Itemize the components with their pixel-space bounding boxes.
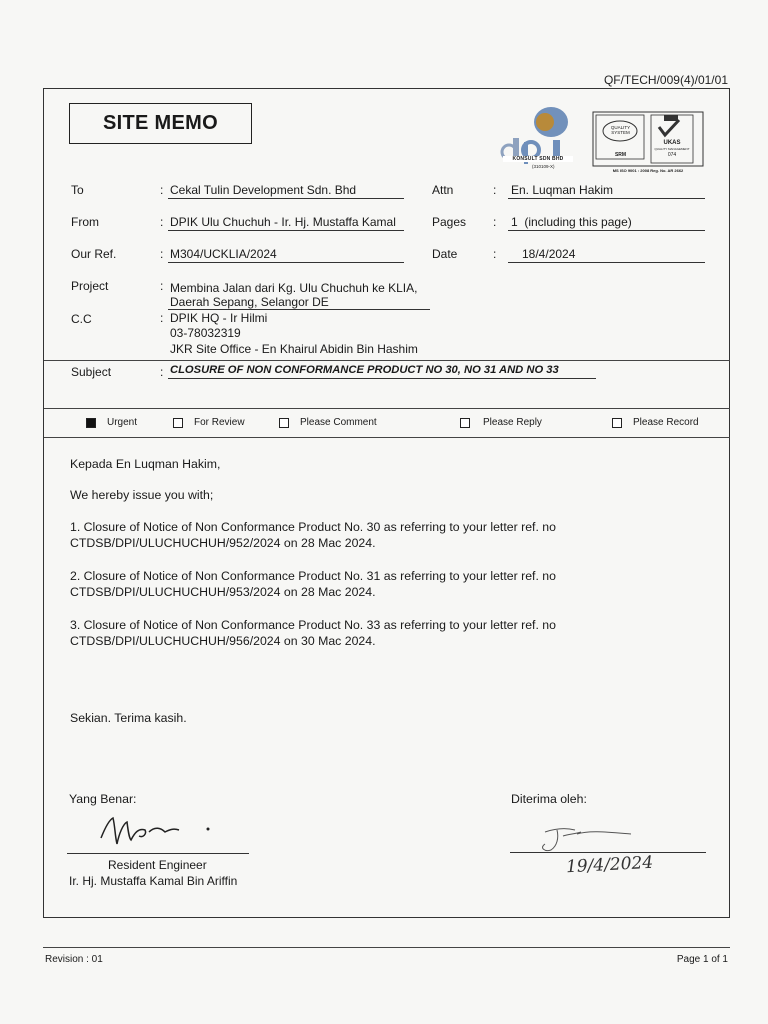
ref-colon: : <box>160 247 164 261</box>
divider-top <box>44 360 730 361</box>
divider-bottom <box>44 437 730 438</box>
document-code: QF/TECH/009(4)/01/01 <box>603 73 728 87</box>
quality-system-text: QUALITY SYSTEM <box>610 125 631 135</box>
checkbox-urgent-label: Urgent <box>107 417 138 428</box>
project-underline <box>168 309 430 310</box>
checkbox-for-review-box[interactable] <box>173 418 183 428</box>
receiver-date-handwritten: 19/4/2024 <box>565 852 654 878</box>
date-label: Date <box>432 247 458 261</box>
company-logo-area <box>493 100 705 178</box>
item-3-line-1: 3. Closure of Notice of Non Conformance Product No. 33 as referring to your letter ref. no <box>70 618 556 632</box>
item-3-line-2: CTDSB/DPI/ULUCHUCHUH/956/2024 on 30 Mac 2024. <box>70 634 376 648</box>
from-underline <box>168 230 404 231</box>
attn-colon: : <box>493 183 497 197</box>
pages-underline <box>508 230 705 231</box>
receiver-signature-line <box>510 852 706 853</box>
item-2-line-2: CTDSB/DPI/ULUCHUCHUH/953/2024 on 28 Mac 2024. <box>70 585 376 599</box>
item-1-line-2: CTDSB/DPI/ULUCHUCHUH/952/2024 on 28 Mac 2024. <box>70 536 376 550</box>
company-reg: (310109-X) <box>532 164 555 169</box>
checkbox-please-reply-label: Please Reply <box>483 417 542 428</box>
ukas-text: UKAS <box>663 140 681 146</box>
checkbox-please-record-box[interactable] <box>612 418 622 428</box>
checkbox-please-comment-box[interactable] <box>279 418 289 428</box>
from-value: DPIK Ulu Chuchuh - Ir. Hj. Mustaffa Kamal <box>170 215 396 229</box>
checkbox-please-reply-box[interactable] <box>460 418 470 428</box>
checkbox-for-review-label: For Review <box>194 417 245 428</box>
project-line-1: Membina Jalan dari Kg. Ulu Chuchuh ke KLIA, <box>170 281 418 295</box>
attn-underline <box>508 198 705 199</box>
project-colon: : <box>160 279 164 293</box>
date-colon: : <box>493 247 497 261</box>
footer-revision: Revision : 01 <box>45 954 103 965</box>
divider-mid <box>44 408 730 409</box>
footer-divider <box>43 947 730 948</box>
item-1-line-1: 1. Closure of Notice of Non Conformance Product No. 30 as referring to your letter ref. no <box>70 520 556 534</box>
from-label: From <box>71 215 99 229</box>
checkbox-please-reply[interactable] <box>460 417 542 428</box>
sender-signature-line <box>67 853 249 854</box>
project-line-2: Daerah Sepang, Selangor DE <box>170 295 329 309</box>
subject-value: CLOSURE OF NON CONFORMANCE PRODUCT NO 30, NO 31 AND NO 33 <box>170 364 559 376</box>
pages-label: Pages <box>432 215 467 229</box>
subject-label: Subject <box>71 365 112 379</box>
date-underline <box>508 262 705 263</box>
title-box <box>69 103 252 144</box>
footer-page: Page 1 of 1 <box>676 954 728 965</box>
cc-colon: : <box>160 311 164 325</box>
checkbox-please-comment[interactable] <box>279 417 377 428</box>
to-colon: : <box>160 183 164 197</box>
item-2-line-1: 2. Closure of Notice of Non Conformance Product No. 31 as referring to your letter ref. no <box>70 569 556 583</box>
cc-line-3: JKR Site Office - En Khairul Abidin Bin Hashim <box>170 342 418 356</box>
checkbox-urgent-box[interactable] <box>86 418 96 428</box>
sender-title: Resident Engineer <box>108 858 207 872</box>
checkbox-urgent[interactable] <box>86 417 137 428</box>
closing: Sekian. Terima kasih. <box>70 711 187 725</box>
subject-colon: : <box>160 365 164 379</box>
checkbox-please-comment-label: Please Comment <box>300 417 377 428</box>
checkbox-please-record[interactable] <box>612 417 699 428</box>
iso-text: MS ISO 9001 : 2008 Reg. No. AR 2662 <box>612 168 684 173</box>
cc-line-1: DPIK HQ - Ir Hilmi <box>170 311 268 325</box>
cc-label: C.C <box>71 312 92 326</box>
sender-name: Ir. Hj. Mustaffa Kamal Bin Ariffin <box>69 874 238 888</box>
cc-line-2: 03-78032319 <box>170 326 241 340</box>
pages-value: 1 (including this page) <box>511 215 632 229</box>
ref-value: M304/UCKLIA/2024 <box>170 247 277 261</box>
to-value: Cekal Tulin Development Sdn. Bhd <box>170 183 357 197</box>
ref-underline <box>168 262 404 263</box>
sender-signature-icon <box>95 810 225 852</box>
attn-value: En. Luqman Hakim <box>511 183 614 197</box>
project-label: Project <box>71 279 109 293</box>
subject-underline <box>168 378 596 379</box>
dpi-logo-icon <box>493 100 705 178</box>
date-value: 18/4/2024 <box>522 247 576 261</box>
srm-text: SRM <box>614 152 627 158</box>
memo-title: SITE MEMO <box>103 112 218 134</box>
greeting: Kepada En Luqman Hakim, <box>70 457 221 471</box>
ref-label: Our Ref. <box>71 247 117 261</box>
receiver-heading: Diterima oleh: <box>511 792 587 806</box>
company-text: KONSULT SDN BHD <box>512 156 564 162</box>
sender-heading: Yang Benar: <box>69 792 137 806</box>
attn-label: Attn <box>432 183 454 197</box>
intro: We hereby issue you with; <box>70 488 214 502</box>
to-label: To <box>71 183 84 197</box>
from-colon: : <box>160 215 164 229</box>
pages-colon: : <box>493 215 497 229</box>
to-underline <box>168 198 404 199</box>
checkbox-for-review[interactable] <box>173 417 245 428</box>
ukas-sub-text: QUALITY MANAGEMENT <box>654 147 690 151</box>
ukas-number: 074 <box>667 152 677 158</box>
checkbox-please-record-label: Please Record <box>633 417 699 428</box>
